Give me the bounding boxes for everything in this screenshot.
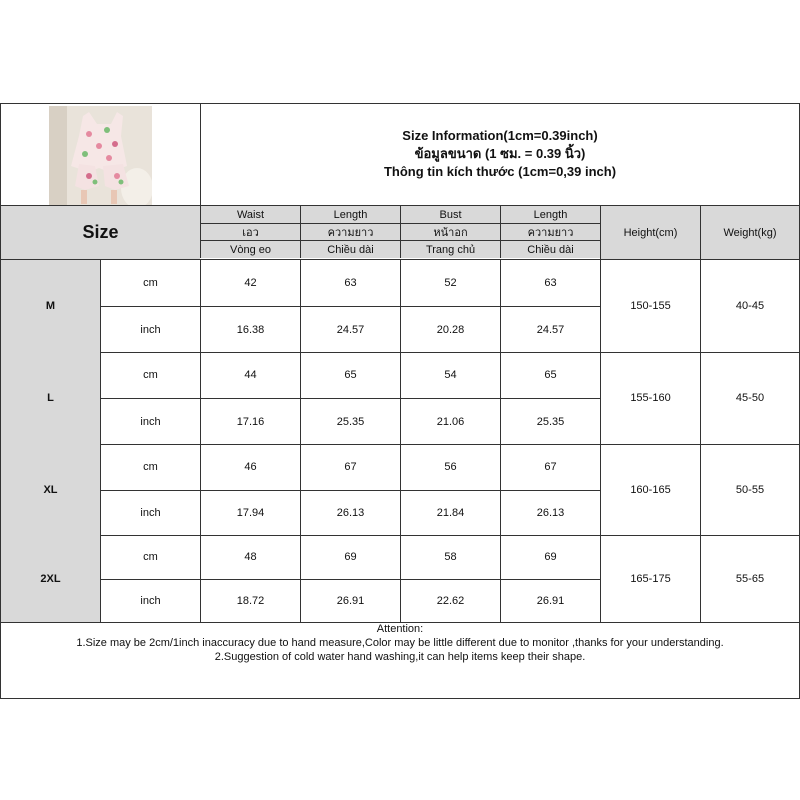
- column-header-4-en: Length: [500, 206, 600, 223]
- measurement-cell: 54: [400, 352, 500, 398]
- measurement-cell: 56: [400, 444, 500, 490]
- info-line-th: ข้อมูลขนาด (1 ซม. = 0.39 นิ้ว): [414, 146, 586, 161]
- measurement-cell: 26.13: [500, 490, 600, 535]
- info-line-en: Size Information(1cm=0.39inch): [402, 128, 598, 143]
- unit-label-inch: inch: [100, 306, 200, 352]
- measurement-cell: 65: [500, 352, 600, 398]
- measurement-cell: 21.06: [400, 398, 500, 444]
- measurement-cell: 24.57: [300, 306, 400, 352]
- measurement-cell: 20.28: [400, 306, 500, 352]
- measurement-cell: 63: [300, 260, 400, 306]
- measurement-cell: 26.91: [500, 579, 600, 622]
- column-header-2-en: Length: [300, 206, 400, 223]
- measurement-cell: 22.62: [400, 579, 500, 622]
- unit-label-inch: inch: [100, 579, 200, 622]
- height-range: 155-160: [600, 352, 700, 444]
- unit-label-inch: inch: [100, 398, 200, 444]
- measurement-cell: 58: [400, 535, 500, 579]
- measurement-cell: 17.94: [200, 490, 300, 535]
- attention-line-2: 2.Suggestion of cold water hand washing,it can help items keep their shape.: [214, 651, 586, 663]
- measurement-cell: 69: [300, 535, 400, 579]
- weight-header: Weight(kg): [700, 206, 799, 259]
- unit-label-cm: cm: [100, 535, 200, 579]
- divider: [200, 103, 201, 206]
- measurement-cell: 52: [400, 260, 500, 306]
- unit-label-cm: cm: [100, 352, 200, 398]
- measurement-cell: 25.35: [300, 398, 400, 444]
- column-header-4-vi: Chiều dài: [500, 240, 600, 258]
- weight-range: 50-55: [700, 444, 799, 535]
- unit-label-cm: cm: [100, 444, 200, 490]
- column-header-3-vi: Trang chủ: [400, 240, 500, 258]
- measurement-cell: 44: [200, 352, 300, 398]
- column-header-3-th: หน้าอก: [400, 223, 500, 240]
- column-header-1-th: เอว: [200, 223, 300, 240]
- measurement-cell: 25.35: [500, 398, 600, 444]
- unit-label-cm: cm: [100, 260, 200, 306]
- height-range: 165-175: [600, 535, 700, 622]
- measurement-cell: 65: [300, 352, 400, 398]
- column-header-2-vi: Chiều dài: [300, 240, 400, 258]
- weight-range: 45-50: [700, 352, 799, 444]
- measurement-cell: 67: [500, 444, 600, 490]
- unit-label-inch: inch: [100, 490, 200, 535]
- attention-notes: [1, 622, 799, 664]
- info-line-vi: Thông tin kích thước (1cm=0,39 inch): [383, 164, 617, 179]
- size-header: Size: [1, 206, 200, 259]
- size-label: L: [1, 352, 100, 444]
- attention-line-1: 1.Size may be 2cm/1inch inaccuracy due to hand measure,Color may be little different due to monitor ,thanks for your understanding.: [76, 637, 724, 649]
- height-range: 150-155: [600, 260, 700, 352]
- measurement-cell: 26.91: [300, 579, 400, 622]
- product-photo: [49, 106, 152, 205]
- measurement-cell: 69: [500, 535, 600, 579]
- height-range: 160-165: [600, 444, 700, 535]
- size-information-header: [201, 104, 799, 204]
- attention-title: Attention:: [376, 623, 424, 635]
- measurement-cell: 26.13: [300, 490, 400, 535]
- measurement-cell: 46: [200, 444, 300, 490]
- measurement-cell: 21.84: [400, 490, 500, 535]
- measurement-cell: 67: [300, 444, 400, 490]
- measurement-cell: 48: [200, 535, 300, 579]
- measurement-cell: 16.38: [200, 306, 300, 352]
- column-header-4-th: ความยาว: [500, 223, 600, 240]
- weight-range: 55-65: [700, 535, 799, 622]
- size-label: M: [1, 260, 100, 352]
- column-header-1-vi: Vòng eo: [200, 240, 300, 258]
- column-header-3-en: Bust: [400, 206, 500, 223]
- size-label: 2XL: [1, 535, 100, 622]
- measurement-cell: 63: [500, 260, 600, 306]
- measurement-cell: 24.57: [500, 306, 600, 352]
- measurement-cell: 18.72: [200, 579, 300, 622]
- size-label: XL: [1, 444, 100, 535]
- weight-range: 40-45: [700, 260, 799, 352]
- height-header: Height(cm): [600, 206, 700, 259]
- product-photo-image: [49, 106, 152, 205]
- column-header-2-th: ความยาว: [300, 223, 400, 240]
- measurement-cell: 42: [200, 260, 300, 306]
- column-header-1-en: Waist: [200, 206, 300, 223]
- measurement-cell: 17.16: [200, 398, 300, 444]
